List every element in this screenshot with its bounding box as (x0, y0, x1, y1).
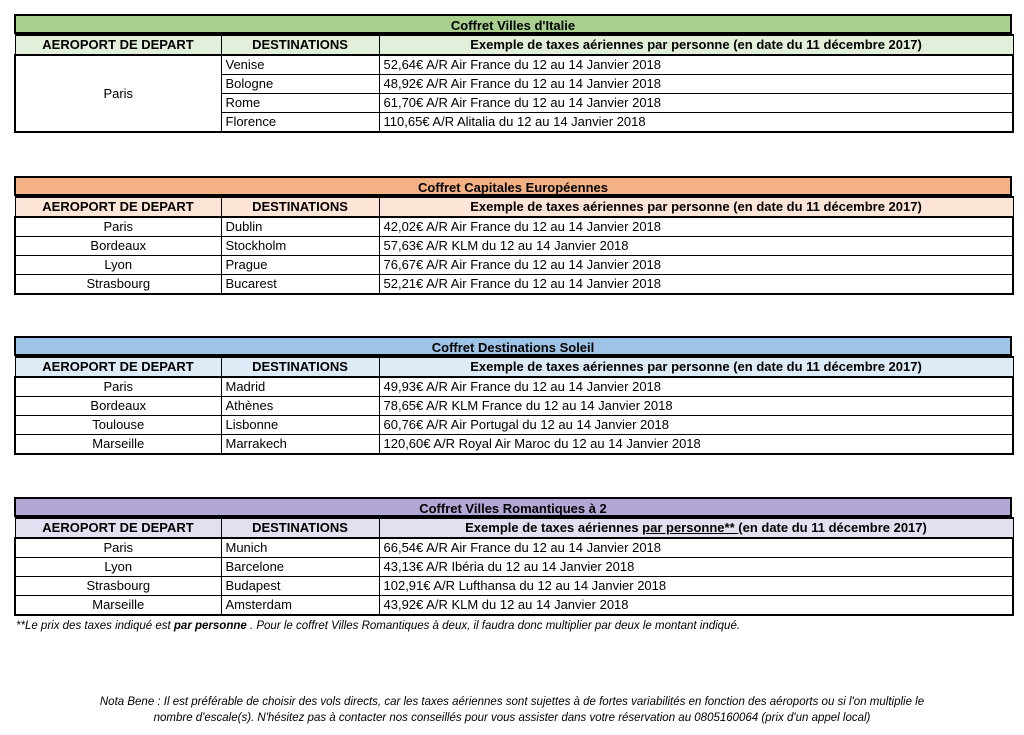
footnote-prefix: **Le prix des taxes indiqué est (16, 620, 174, 632)
footnote (16, 620, 740, 632)
table-capitales-europeennes (14, 196, 1014, 295)
departure-cell: Bordeaux (15, 397, 221, 416)
departure-cell: Paris (15, 377, 221, 397)
departure-cell: Paris (15, 217, 221, 237)
destination-cell: Athènes (221, 397, 379, 416)
tax-cell: 43,13€ A/R Ibéria du 12 au 14 Janvier 2018 (379, 558, 1013, 577)
table-row (15, 435, 1013, 455)
header-departure: AEROPORT DE DEPART (15, 518, 221, 538)
tax-cell: 110,65€ A/R Alitalia du 12 au 14 Janvier 2018 (379, 113, 1013, 133)
destination-cell: Rome (221, 94, 379, 113)
table-row (15, 397, 1013, 416)
table-row (15, 237, 1013, 256)
departure-cell: Toulouse (15, 416, 221, 435)
header-taxes-prefix: Exemple de taxes aériennes (465, 520, 643, 535)
tax-cell: 120,60€ A/R Royal Air Maroc du 12 au 14 Janvier 2018 (379, 435, 1013, 455)
header-destinations: DESTINATIONS (221, 357, 379, 377)
header-taxes: Exemple de taxes aériennes par personne (en date du 11 décembre 2017) (379, 35, 1013, 55)
tax-cell: 66,54€ A/R Air France du 12 au 14 Janvier 2018 (379, 538, 1013, 558)
departure-cell: Lyon (15, 558, 221, 577)
section-villes-romantiques (14, 497, 1012, 616)
section-title: Coffret Villes Romantiques à 2 (14, 497, 1012, 517)
tax-cell: 57,63€ A/R KLM du 12 au 14 Janvier 2018 (379, 237, 1013, 256)
tax-cell: 78,65€ A/R KLM France du 12 au 14 Janvier 2018 (379, 397, 1013, 416)
destination-cell: Stockholm (221, 237, 379, 256)
nota-line-1: Nota Bene : Il est préférable de choisir des vols directs, car les taxes aériennes sont sujettes à de fortes variabilités en fonction des aéroports ou si l'on multiplie le (99, 696, 925, 708)
table-villes-romantiques (14, 517, 1014, 616)
section-villes-italie (14, 14, 1012, 133)
destination-cell: Florence (221, 113, 379, 133)
header-destinations: DESTINATIONS (221, 35, 379, 55)
destination-cell: Marrakech (221, 435, 379, 455)
departure-cell: Strasbourg (15, 577, 221, 596)
header-destinations: DESTINATIONS (221, 197, 379, 217)
destination-cell: Amsterdam (221, 596, 379, 616)
table-row (15, 558, 1013, 577)
section-title: Coffret Destinations Soleil (14, 336, 1012, 356)
table-row (15, 55, 1013, 75)
tax-cell: 49,93€ A/R Air France du 12 au 14 Janvier 2018 (379, 377, 1013, 397)
departure-cell: Lyon (15, 256, 221, 275)
destination-cell: Bologne (221, 75, 379, 94)
section-title: Coffret Villes d'Italie (14, 14, 1012, 34)
footnote-suffix: . Pour le coffret Villes Romantiques à deux, il faudra donc multiplier par deux le montant indiqué. (246, 620, 741, 632)
tax-cell: 61,70€ A/R Air France du 12 au 14 Janvier 2018 (379, 94, 1013, 113)
destination-cell: Prague (221, 256, 379, 275)
header-taxes (379, 518, 1013, 538)
section-destinations-soleil (14, 336, 1012, 455)
tax-cell: 43,92€ A/R KLM du 12 au 14 Janvier 2018 (379, 596, 1013, 616)
header-departure: AEROPORT DE DEPART (15, 357, 221, 377)
destination-cell: Madrid (221, 377, 379, 397)
departure-cell: Paris (15, 538, 221, 558)
destination-cell: Munich (221, 538, 379, 558)
table-row (15, 275, 1013, 295)
header-departure: AEROPORT DE DEPART (15, 197, 221, 217)
destination-cell: Budapest (221, 577, 379, 596)
header-taxes: Exemple de taxes aériennes par personne (en date du 11 décembre 2017) (379, 197, 1013, 217)
destination-cell: Lisbonne (221, 416, 379, 435)
header-taxes-underlined: par personne** (642, 520, 739, 535)
destination-cell: Venise (221, 55, 379, 75)
table-row (15, 416, 1013, 435)
destination-cell: Barcelone (221, 558, 379, 577)
tax-cell: 42,02€ A/R Air France du 12 au 14 Janvier 2018 (379, 217, 1013, 237)
table-villes-italie (14, 34, 1014, 133)
departure-cell: Bordeaux (15, 237, 221, 256)
departure-cell: Strasbourg (15, 275, 221, 295)
table-destinations-soleil (14, 356, 1014, 455)
tax-cell: 52,21€ A/R Air France du 12 au 14 Janvier 2018 (379, 275, 1013, 295)
table-row (15, 217, 1013, 237)
section-capitales-europeennes (14, 176, 1012, 295)
tax-cell: 52,64€ A/R Air France du 12 au 14 Janvier 2018 (379, 55, 1013, 75)
table-row (15, 577, 1013, 596)
table-row (15, 538, 1013, 558)
header-taxes-suffix: (en date du 11 décembre 2017) (738, 520, 927, 535)
section-title: Coffret Capitales Européennes (14, 176, 1012, 196)
departure-cell: Paris (15, 55, 221, 132)
departure-cell: Marseille (15, 596, 221, 616)
table-row (15, 256, 1013, 275)
header-departure: AEROPORT DE DEPART (15, 35, 221, 55)
tax-cell: 60,76€ A/R Air Portugal du 12 au 14 Janvier 2018 (379, 416, 1013, 435)
departure-cell: Marseille (15, 435, 221, 455)
table-row (15, 596, 1013, 616)
footnote-bold: par personne (173, 620, 247, 632)
header-taxes: Exemple de taxes aériennes par personne (en date du 11 décembre 2017) (379, 357, 1013, 377)
tax-cell: 102,91€ A/R Lufthansa du 12 au 14 Janvier 2018 (379, 577, 1013, 596)
header-destinations: DESTINATIONS (221, 518, 379, 538)
nota-bene (30, 694, 994, 726)
tax-cell: 48,92€ A/R Air France du 12 au 14 Janvier 2018 (379, 75, 1013, 94)
destination-cell: Dublin (221, 217, 379, 237)
nota-line-2: nombre d'escale(s). N'hésitez pas à contacter nos conseillés pour vous assister dans votre réservation au 0805160064 (prix d'un appel local) (153, 712, 871, 724)
table-row (15, 377, 1013, 397)
destination-cell: Bucarest (221, 275, 379, 295)
tax-cell: 76,67€ A/R Air France du 12 au 14 Janvier 2018 (379, 256, 1013, 275)
